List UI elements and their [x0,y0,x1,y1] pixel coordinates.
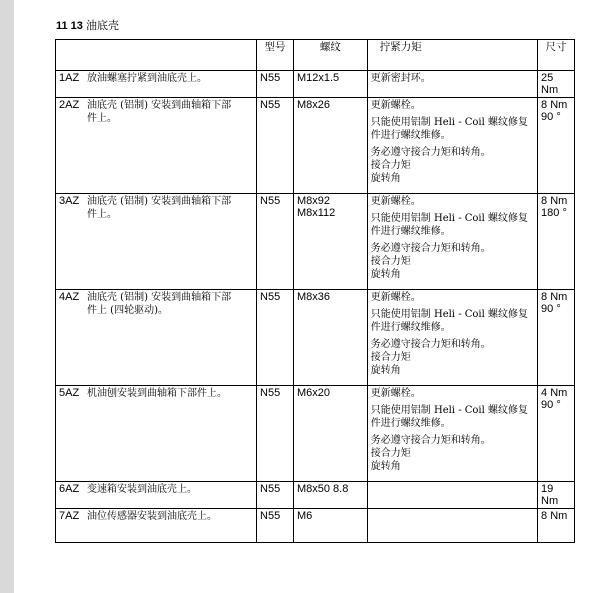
torque-note: 务必遵守接合力矩和转角。 [370,435,491,446]
row-thread [293,71,367,98]
row-thread [293,509,367,543]
table-row [56,194,575,290]
row-value [538,509,575,543]
value-line: 8 Nm [541,291,568,303]
value-line: 4 Nm [541,387,568,399]
row-id: 2AZ [59,99,80,111]
row-description-cell [56,98,257,194]
header-type: 型号 [257,40,294,71]
value-line: Nm [541,84,559,96]
value-line: 8 Nm [541,99,568,111]
torque-note: 务必遵守接合力矩和转角。 [370,339,491,350]
row-description-cell [56,482,257,509]
row-torque [367,98,537,194]
torque-angle-label: 旋转角 [370,365,401,376]
row-description-cell [56,290,257,386]
row-id: 4AZ [59,291,80,303]
row-id: 3AZ [59,195,80,207]
row-torque [367,71,537,98]
value-line: 90 ° [541,399,561,411]
torque-note: 务必遵守接合力矩和转角。 [370,147,491,158]
row-id: 7AZ [59,510,80,522]
thread-line: M6x20 [296,387,330,399]
row-value [538,98,575,194]
torque-angle-label: 旋转角 [370,173,401,184]
thread-line: M8x92 [296,195,330,207]
table-row [56,482,575,509]
row-description: 油底壳 (铝制) 安装到曲轴箱下部件上。 [87,100,232,124]
torque-note: 只能使用铝制 Heli - Coil 螺纹修复件进行螺纹维修。 [370,309,528,333]
row-type: N55 [257,194,294,290]
header-torque: 拧紧力矩 [367,40,537,71]
section-name: 油底壳 [85,19,119,32]
row-thread [293,482,367,509]
row-description: 机油刨安装到曲轴箱下部件上。 [87,388,227,399]
torque-note: 更新密封环。 [370,73,431,84]
value-line: 25 [541,72,554,84]
header-description [56,40,257,71]
thread-line: M8x50 8.8 [296,483,349,495]
table-row [56,290,575,386]
row-type: N55 [257,482,294,509]
torque-joint-label: 接合力矩 [370,256,411,267]
row-value [538,290,575,386]
row-description: 放油螺塞拧紧到油底壳上。 [87,73,207,84]
thread-line: M8x26 [296,99,330,111]
torque-joint-label: 接合力矩 [370,160,411,171]
row-description-cell [56,386,257,482]
row-torque [367,482,537,509]
header-size: 尺寸 [538,40,575,71]
row-id: 1AZ [59,72,80,84]
row-id: 6AZ [59,483,80,495]
row-description: 油底壳 (铝制) 安装到曲轴箱下部件上 (四轮驱动)。 [87,292,232,316]
torque-angle-label: 旋转角 [370,461,401,472]
torque-spec-table [55,39,575,543]
value-line: 8 Nm [541,195,568,207]
row-thread [293,386,367,482]
thread-line: M12x1.5 [296,72,340,84]
torque-note: 更新螺栓。 [370,388,421,399]
row-value [538,482,575,509]
value-line: 180 ° [541,207,567,219]
torque-note: 只能使用铝制 Heli - Coil 螺纹修复件进行螺纹维修。 [370,117,528,141]
torque-note: 务必遵守接合力矩和转角。 [370,243,491,254]
torque-angle-label: 旋转角 [370,269,401,280]
row-thread [293,290,367,386]
row-description: 油位传感器安装到油底壳上。 [87,511,217,522]
row-type: N55 [257,509,294,543]
torque-note: 只能使用铝制 Heli - Coil 螺纹修复件进行螺纹维修。 [370,213,528,237]
row-type: N55 [257,71,294,98]
value-line: 90 ° [541,303,561,315]
value-line: 90 ° [541,111,561,123]
row-description-cell [56,509,257,543]
row-description-cell [56,194,257,290]
row-torque [367,194,537,290]
table-row [56,509,575,543]
torque-note: 只能使用铝制 Heli - Coil 螺纹修复件进行螺纹维修。 [370,405,528,429]
section-number: 11 13 [56,20,83,32]
value-line: 19 [541,483,554,495]
torque-note: 更新螺栓。 [370,292,421,303]
row-id: 5AZ [59,387,80,399]
row-type: N55 [257,386,294,482]
row-type: N55 [257,98,294,194]
value-line: 8 Nm [541,510,568,522]
row-torque [367,509,537,543]
row-description: 油底壳 (铝制) 安装到曲轴箱下部件上。 [87,196,232,220]
thread-line: M8x112 [296,207,336,219]
row-description: 变速箱安装到油底壳上。 [87,484,197,495]
document-page [14,0,602,593]
row-torque [367,290,537,386]
row-thread [293,98,367,194]
row-thread [293,194,367,290]
table-row [56,386,575,482]
table-row [56,98,575,194]
value-line: Nm [541,495,559,507]
header-thread: 螺纹 [293,40,367,71]
section-title [56,17,119,33]
thread-line: M6 [296,510,313,522]
row-value [538,386,575,482]
table-header-row [56,40,575,71]
torque-note: 更新螺栓。 [370,100,421,111]
torque-joint-label: 接合力矩 [370,448,411,459]
row-description-cell [56,71,257,98]
row-value [538,194,575,290]
row-torque [367,386,537,482]
torque-note: 更新螺栓。 [370,196,421,207]
torque-joint-label: 接合力矩 [370,352,411,363]
row-type: N55 [257,290,294,386]
row-value [538,71,575,98]
table-row [56,71,575,98]
thread-line: M8x36 [296,291,330,303]
